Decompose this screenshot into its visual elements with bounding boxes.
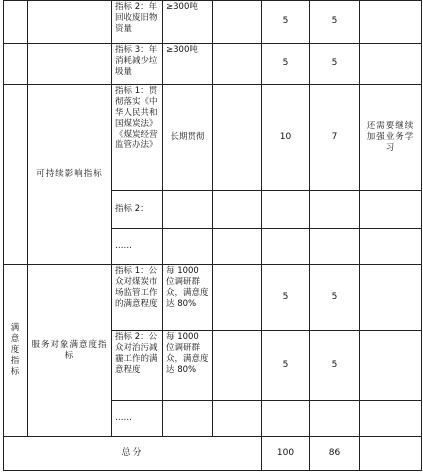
- blank-cell: [4, 1, 28, 44]
- blank-cell: [360, 437, 422, 471]
- total-score: 86: [310, 437, 360, 471]
- blank-cell: [28, 1, 112, 44]
- service-satisfaction-subcategory: 服务对象满意度指标: [28, 265, 112, 437]
- blank-cell: [4, 85, 28, 265]
- table-row: [4, 265, 422, 331]
- blank-cell: [262, 191, 310, 229]
- indicator-cell: 指标 2：年回收废旧物资量: [112, 1, 163, 44]
- blank-cell: [262, 401, 310, 437]
- blank-cell: [310, 229, 360, 265]
- total-full-score: 100: [262, 437, 310, 471]
- indicator-cell: ……: [112, 229, 163, 265]
- table-row: [4, 85, 422, 191]
- total-label: 总分: [4, 437, 262, 471]
- note-cell: [360, 1, 422, 44]
- blank-cell: [213, 85, 262, 191]
- full-score-cell: 5: [262, 44, 310, 85]
- score-cell: 5: [310, 1, 360, 44]
- blank-cell: [213, 1, 262, 44]
- sustainable-impact-category: 可持续影响指标: [28, 85, 112, 265]
- indicator-cell: 指标 3：年消耗减少垃圾量: [112, 44, 163, 85]
- target-value-cell: ≥300吨: [163, 44, 213, 85]
- indicator-cell: ……: [112, 401, 163, 437]
- blank-cell: [163, 229, 213, 265]
- blank-cell: [310, 401, 360, 437]
- score-cell: 7: [310, 85, 360, 191]
- indicator-cell: 指标 1：公众对煤炭市场监管工作的满意程度: [112, 265, 163, 331]
- table-row: [4, 1, 422, 44]
- blank-cell: [213, 191, 262, 229]
- note-cell: [360, 265, 422, 331]
- blank-cell: [310, 191, 360, 229]
- total-row: [4, 437, 422, 471]
- blank-cell: [213, 229, 262, 265]
- blank-cell: [28, 44, 112, 85]
- blank-cell: [360, 191, 422, 229]
- note-cell: [360, 331, 422, 401]
- full-score-cell: 5: [262, 331, 310, 401]
- full-score-cell: 5: [262, 265, 310, 331]
- blank-cell: [213, 401, 262, 437]
- target-value-cell: ≥300吨: [163, 1, 213, 44]
- full-score-cell: 10: [262, 85, 310, 191]
- blank-cell: [4, 44, 28, 85]
- blank-cell: [163, 401, 213, 437]
- score-cell: 5: [310, 44, 360, 85]
- target-value-cell: 每 1000 位调研群众，满意度达 80%: [163, 265, 213, 331]
- satisfaction-category: 满意度指标: [4, 265, 28, 437]
- blank-cell: [262, 229, 310, 265]
- note-cell: [360, 44, 422, 85]
- blank-cell: [213, 265, 262, 331]
- blank-cell: [213, 331, 262, 401]
- score-cell: 5: [310, 265, 360, 331]
- target-value-cell: 长期贯彻: [163, 85, 213, 191]
- blank-cell: [163, 191, 213, 229]
- blank-cell: [360, 401, 422, 437]
- full-score-cell: 5: [262, 1, 310, 44]
- score-cell: 5: [310, 331, 360, 401]
- indicator-cell: 指标 1：贯彻落实《中华人民共和国煤炭法》《煤炭经营监管办法》: [112, 85, 163, 191]
- indicator-cell: 指标 2：: [112, 191, 163, 229]
- target-value-cell: 每 1000 位调研群众，满意度达 80%: [163, 331, 213, 401]
- indicator-cell: 指标 2：公众对治污减霾工作的满意程度: [112, 331, 163, 401]
- blank-cell: [213, 44, 262, 85]
- note-cell: 还需要继续加强业务学习: [360, 85, 422, 191]
- performance-score-table: [3, 0, 422, 471]
- table-row: [4, 44, 422, 85]
- blank-cell: [360, 229, 422, 265]
